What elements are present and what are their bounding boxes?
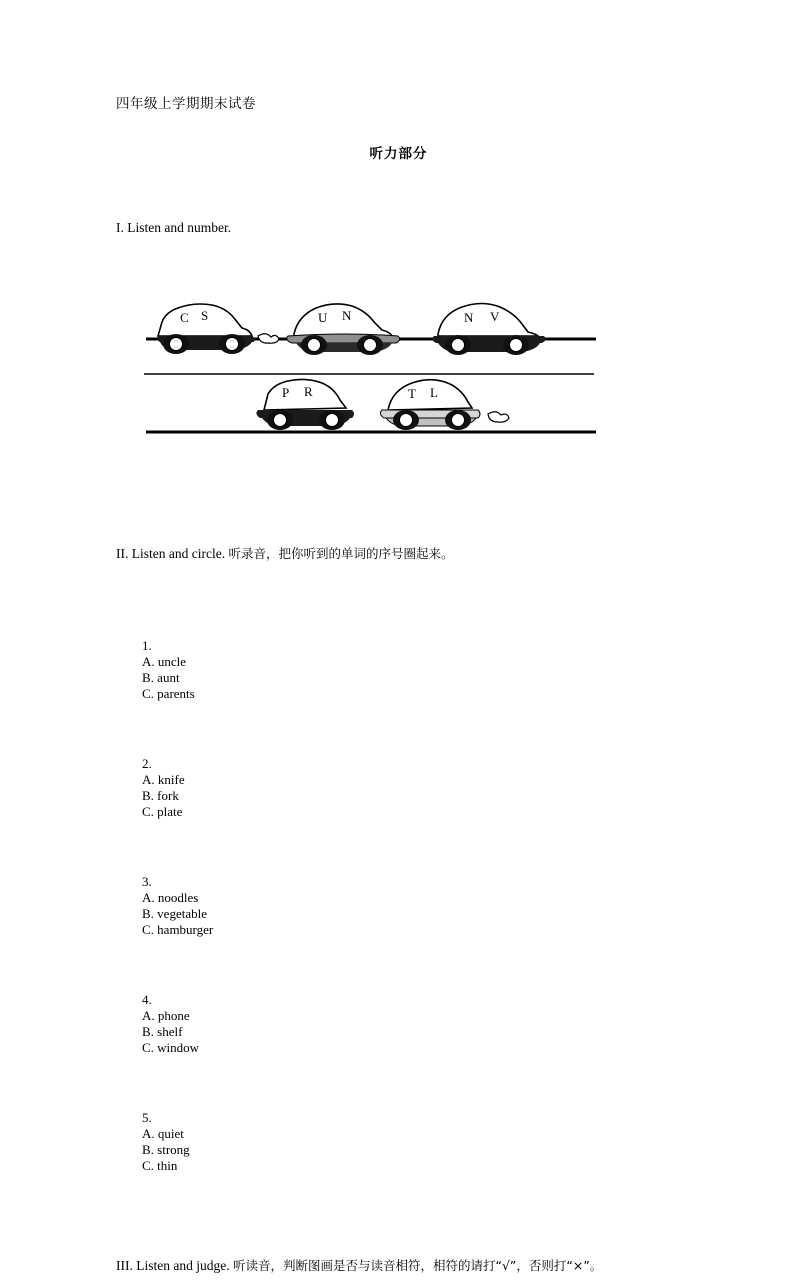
question-1-label: I. Listen and number. (116, 220, 232, 235)
svg-text:N: N (464, 310, 474, 325)
option-b[interactable]: B. aunt (142, 670, 180, 685)
option-a[interactable]: A. noodles (142, 890, 199, 905)
option-b[interactable]: B. shelf (142, 1024, 183, 1039)
option-a[interactable]: A. knife (142, 772, 185, 787)
item-number: 1. (142, 638, 152, 653)
question-2-label: II. Listen and circle. (116, 546, 226, 561)
car-3 (432, 304, 545, 356)
option-a[interactable]: A. quiet (142, 1126, 184, 1141)
option-c[interactable]: C. window (142, 1040, 200, 1055)
cars-with-letters-illustration (116, 264, 681, 484)
item-number: 4. (142, 992, 152, 1007)
option-c[interactable]: C. parents (142, 686, 195, 701)
svg-text:P: P (282, 385, 290, 400)
option-b[interactable]: B. vegetable (142, 906, 207, 921)
option-a[interactable]: A. phone (142, 1008, 190, 1023)
svg-text:N: N (342, 308, 352, 323)
car-4 (256, 379, 354, 430)
question-2-cn: 听录音，把你听到的单词的序号圈起来。 (228, 546, 454, 561)
list-item (116, 740, 681, 836)
item-number: 5. (142, 1110, 152, 1125)
question-3-heading (116, 1256, 681, 1274)
item-number: 2. (142, 756, 152, 771)
question-2-heading (116, 544, 681, 562)
circle-choices-list (116, 622, 681, 1190)
page-title: 四年级上学期期末试卷 (116, 96, 256, 112)
car-5 (380, 380, 509, 430)
svg-text:R: R (304, 384, 313, 399)
section-heading: 听力部分 (369, 146, 428, 162)
option-a[interactable]: A. uncle (142, 654, 187, 669)
list-item (116, 976, 681, 1072)
option-c[interactable]: C. plate (142, 804, 183, 819)
option-b[interactable]: B. fork (142, 788, 179, 803)
svg-text:V: V (490, 309, 500, 324)
question-3-cn: 听读音，判断图画是否与读音相符，相符的请打“√”，否则打“×”。 (232, 1258, 603, 1273)
item-number: 3. (142, 874, 152, 889)
document-content (116, 92, 681, 1284)
svg-text:T: T (408, 386, 416, 401)
option-c[interactable]: C. hamburger (142, 922, 214, 937)
svg-text:L: L (430, 385, 438, 400)
list-item (116, 1094, 681, 1190)
option-b[interactable]: B. strong (142, 1142, 190, 1157)
list-item (116, 622, 681, 718)
list-item (116, 858, 681, 954)
question-3-label: III. Listen and judge. (116, 1258, 230, 1273)
option-c[interactable]: C. thin (142, 1158, 178, 1173)
svg-text:U: U (318, 310, 328, 325)
illustration-svg (116, 264, 681, 484)
car-2 (287, 304, 400, 355)
svg-text:C: C (180, 310, 189, 325)
car-1 (157, 304, 279, 354)
question-1-heading (116, 220, 681, 236)
svg-text:S: S (201, 308, 209, 323)
